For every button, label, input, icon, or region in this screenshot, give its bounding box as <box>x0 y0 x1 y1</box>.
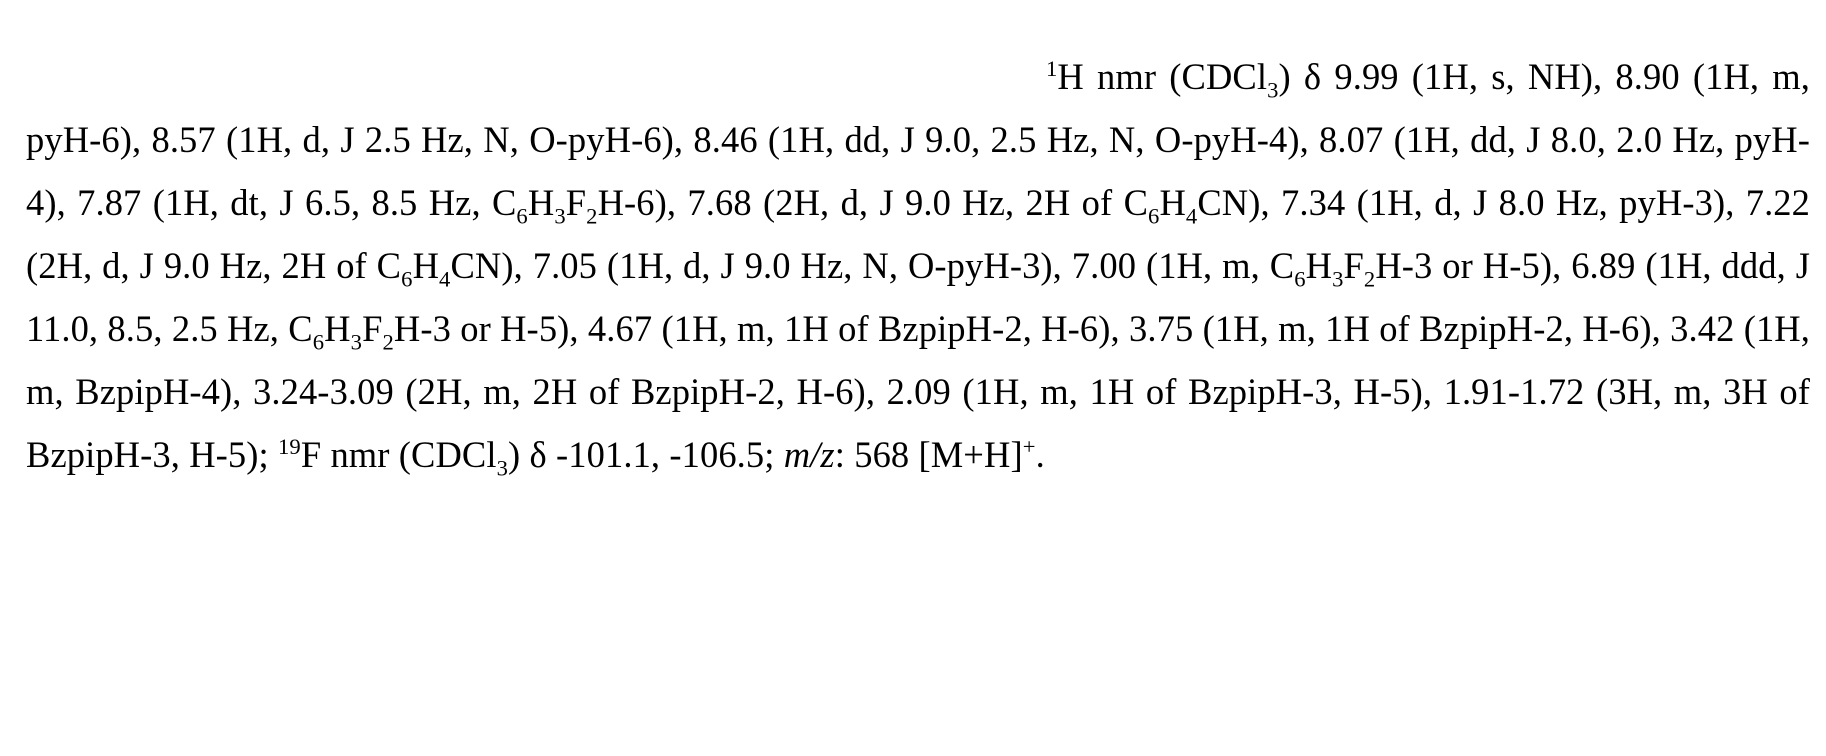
text-run-8: F <box>565 181 587 223</box>
subscript-23: 2 <box>1363 265 1376 291</box>
text-run-18: CN), 7.05 (1H, d, J 9.0 Hz, N, O-pyH-3), 7.00 (1H, m, C <box>450 244 1295 286</box>
text-run-6: H <box>527 181 555 223</box>
subscript-7: 3 <box>554 202 566 228</box>
text-run-2: H nmr (CDCl <box>1057 55 1268 97</box>
text-run-14: CN), 7.34 (1H, d, J 8.0 Hz, pyH-3), 7.22 (2H, d, J 9.0 Hz, 2H of C <box>26 181 1810 286</box>
subscript-17: 4 <box>439 265 451 291</box>
text-run-10: H-6), 7.68 (2H, d, J 9.0 Hz, 2H of C <box>597 181 1149 223</box>
subscript-29: 2 <box>382 328 394 354</box>
subscript-19: 6 <box>1294 265 1306 291</box>
text-run-16: H <box>412 244 440 286</box>
text-run-26: H <box>324 307 351 349</box>
subscript-9: 2 <box>586 202 598 228</box>
text-run-24: H-3 or H-5), 6.89 (1H, ddd, J 11.0, 8.5, 2.5 Hz, C <box>26 244 1810 349</box>
text-run-38: . <box>1035 433 1045 475</box>
superscript-37: + <box>1022 433 1036 459</box>
text-run-22: F <box>1343 244 1364 286</box>
superscript-1: 1 <box>1046 55 1058 81</box>
text-run-20: H <box>1305 244 1333 286</box>
text-run-12: H <box>1159 181 1186 223</box>
text-run-32: F nmr (CDCl <box>300 433 497 475</box>
text-run-4: ) δ 9.99 (1H, s, NH), 8.90 (1H, m, pyH-6), 8.57 (1H, d, J 2.5 Hz, N, O-pyH-6), 8.46 (1H, dd, J 9.0, 2.5 Hz, N, O-pyH-4), 8.07 (1H, dd, J 8.0, 2.0 Hz, pyH-4), 7.87 (1H, dt, J 6.5, 8.5 Hz, C <box>26 55 1810 223</box>
superscript-31: 19 <box>278 433 301 459</box>
subscript-5: 6 <box>516 202 528 228</box>
subscript-3: 3 <box>1267 76 1279 102</box>
subscript-21: 3 <box>1332 265 1344 291</box>
text-run-36: : 568 [M+H] <box>834 433 1023 475</box>
first-line-indent <box>26 45 1046 108</box>
italic-text-35: m/z <box>783 433 835 475</box>
subscript-13: 4 <box>1185 202 1198 228</box>
text-run-34: ) δ -101.1, -106.5; <box>508 433 784 475</box>
subscript-25: 6 <box>312 328 325 354</box>
text-run-28: F <box>362 307 383 349</box>
text-run-30: H-3 or H-5), 4.67 (1H, m, 1H of BzpipH-2, H-6), 3.75 (1H, m, 1H of BzpipH-2, H-6), 3.42 (1H, m, BzpipH-4), 3.24-3.09 (2H, m, 2H of BzpipH-2, H-6), 2.09 (1H, m, 1H of BzpipH-3, H-5), 1.91-1.72 (3H, m, 3H of BzpipH-3, H-5); <box>26 307 1810 475</box>
subscript-33: 3 <box>496 454 509 480</box>
subscript-27: 3 <box>350 328 363 354</box>
subscript-15: 6 <box>401 265 413 291</box>
subscript-11: 6 <box>1148 202 1160 228</box>
nmr-data-paragraph <box>26 45 1810 486</box>
